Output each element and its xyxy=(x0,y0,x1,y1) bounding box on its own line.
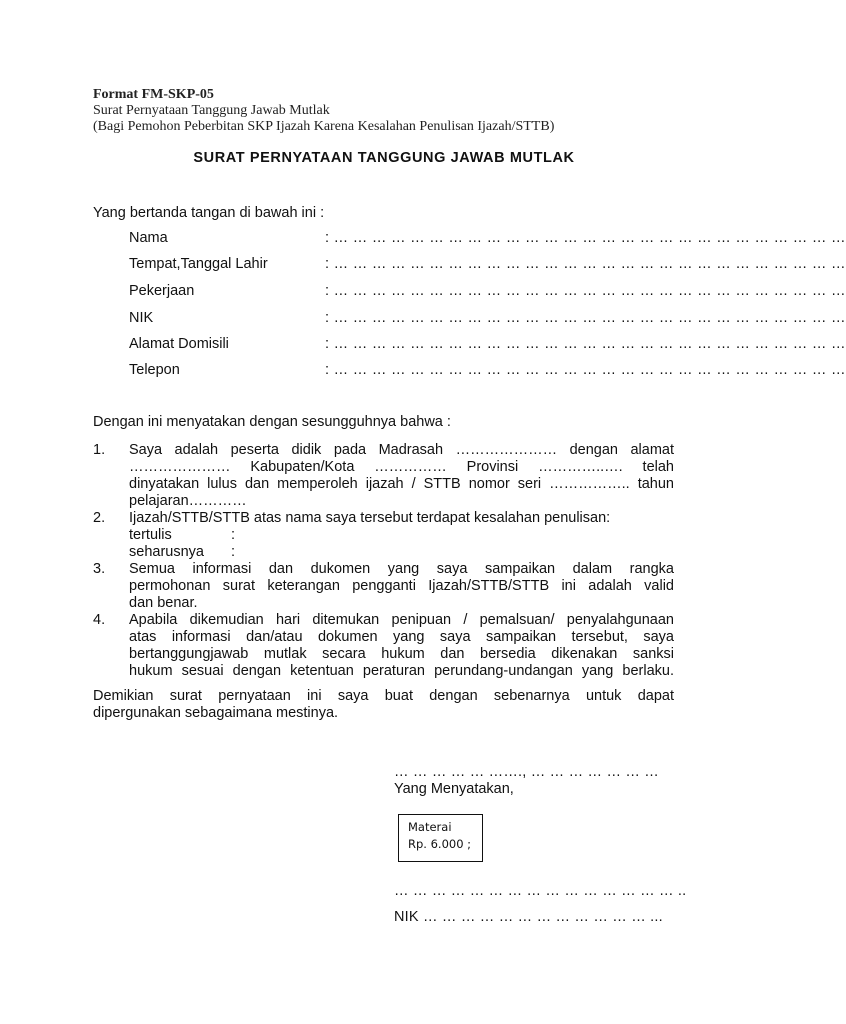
item-line: Semua informasi dan dukomen yang saya sampaikan dalam rangka xyxy=(129,561,674,577)
document-title: SURAT PERNYATAAN TANGGUNG JAWAB MUTLAK xyxy=(193,150,575,166)
document-subtitle: Surat Pernyataan Tanggung Jawab Mutlak xyxy=(93,103,330,118)
sub-label-tertulis: tertulis xyxy=(129,527,172,543)
item-line: bertanggungjawab mutlak secara hukum dan bersedia dikenakan sanksi xyxy=(129,646,674,662)
item-line: hukum sesuai dengan ketentuan peraturan perundang-undangan yang berlaku. xyxy=(129,663,674,679)
signer-name-line[interactable]: … … … … … … … … … … … … … … … .. xyxy=(394,883,687,899)
sub-colon: : xyxy=(231,527,236,543)
field-label-pekerjaan: Pekerjaan xyxy=(129,283,195,299)
field-label-telepon: Telepon xyxy=(129,362,180,378)
stamp-duty-label: Materai xyxy=(408,820,452,834)
field-value-nama[interactable]: : … … … … … … … … … … … … … … … … … … … … … … … … … … … xyxy=(325,230,846,246)
field-value-telepon[interactable]: : … … … … … … … … … … … … … … … … … … … … … … … … … … … xyxy=(325,362,846,378)
statement-intro: Dengan ini menyatakan dengan sesungguhnya bahwa : xyxy=(93,414,451,430)
field-label-nama: Nama xyxy=(129,230,168,246)
sub-colon: : xyxy=(231,544,236,560)
item-line: permohonan surat keterangan pengganti Ijazah/STTB/STTB ini adalah valid xyxy=(129,578,674,594)
item-line: dan benar. xyxy=(129,595,198,611)
closing-line: Demikian surat pernyataan ini saya buat dengan sebenarnya untuk dapat xyxy=(93,688,674,704)
field-label-nik: NIK xyxy=(129,310,154,326)
format-code: Format FM-SKP-05 xyxy=(93,87,214,102)
item-number: 1. xyxy=(93,442,106,458)
closing-paragraph xyxy=(93,688,674,722)
field-label-tempat-tanggal-lahir: Tempat,Tanggal Lahir xyxy=(129,256,268,272)
item-line: atas informasi dan/atau dokumen yang saya sampaikan tersebut, saya xyxy=(129,629,674,645)
place-date-line[interactable]: … … … … … ……., … … … … … … … xyxy=(394,764,659,780)
field-value-alamat-domisili[interactable]: : … … … … … … … … … … … … … … … … … … … … … … … … … … … xyxy=(325,336,846,352)
item-number: 2. xyxy=(93,510,106,526)
item-line: pelajaran………… xyxy=(129,493,247,509)
field-label-alamat-domisili: Alamat Domisili xyxy=(129,336,229,352)
statement-item-2: Ijazah/STTB/STTB atas nama saya tersebut terdapat kesalahan penulisan: xyxy=(129,510,611,526)
document-subtitle-note: (Bagi Pemohon Peberbitan SKP Ijazah Karena Kesalahan Penulisan Ijazah/STTB) xyxy=(93,119,555,134)
sub-label-seharusnya: seharusnya xyxy=(129,544,204,560)
item-line: dinyatakan lulus dan memperoleh ijazah / STTB nomor seri …………….. tahun xyxy=(129,476,674,492)
item-line: ………………… Kabupaten/Kota …………… Provinsi …………..…. telah xyxy=(129,459,674,475)
field-value-nik[interactable]: : … … … … … … … … … … … … … … … … … … … … … … … … … … … xyxy=(325,310,846,326)
signer-nik-line[interactable]: NIK … … … … … … … … … … … … ... xyxy=(394,909,663,925)
declarant-label: Yang Menyatakan, xyxy=(394,781,514,797)
intro-text: Yang bertanda tangan di bawah ini : xyxy=(93,205,325,221)
statement-item-3 xyxy=(129,561,674,612)
item-line: Apabila dikemudian hari ditemukan penipuan / pemalsuan/ penyalahgunaan xyxy=(129,612,674,628)
stamp-duty-amount: Rp. 6.000 ; xyxy=(408,837,472,851)
field-value-pekerjaan[interactable]: : … … … … … … … … … … … … … … … … … … … … … … … … … … … xyxy=(325,283,846,299)
statement-item-4 xyxy=(129,612,674,680)
item-line: Saya adalah peserta didik pada Madrasah ………………… dengan alamat xyxy=(129,442,674,458)
stamp-duty-box xyxy=(398,814,483,862)
closing-line: dipergunakan sebagaimana mestinya. xyxy=(93,705,339,721)
item-number: 4. xyxy=(93,612,106,628)
item-number: 3. xyxy=(93,561,106,577)
statement-item-1 xyxy=(129,442,674,510)
field-value-tempat-tanggal-lahir[interactable]: : … … … … … … … … … … … … … … … … … … … … … … … … … … … xyxy=(325,256,846,272)
